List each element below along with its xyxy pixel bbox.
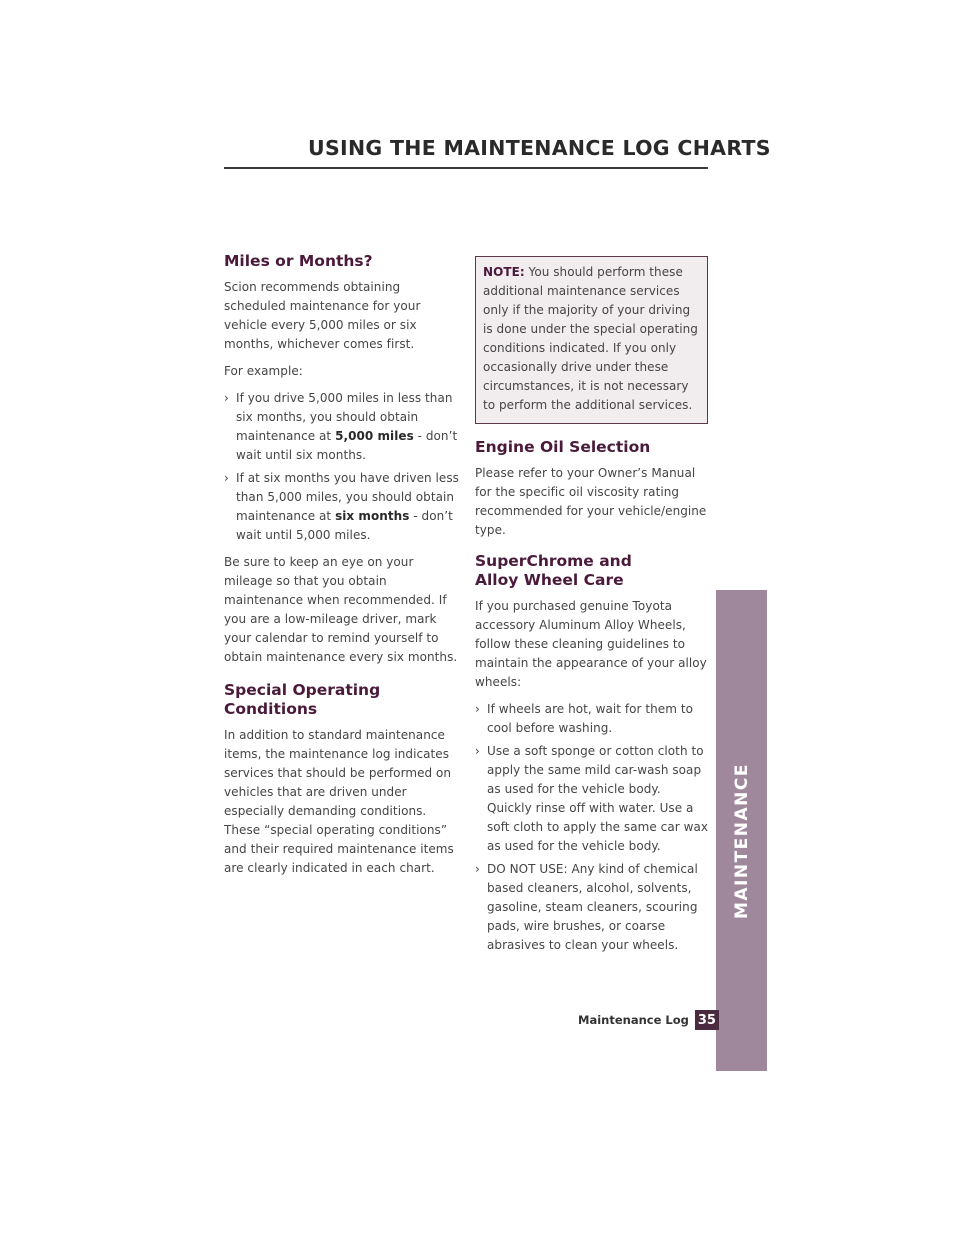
wheel-care-heading: SuperChrome and Alloy Wheel Care (475, 552, 632, 589)
page-number-badge: 35 (695, 1010, 719, 1030)
miles-closing-paragraph: Be sure to keep an eye on your mileage so that you obtain maintenance when recommended. If you are a low-mileage driver, mark your calendar to remind yourself to obtain maintenance every six months. (224, 555, 458, 664)
left-column (224, 252, 462, 886)
side-tab-label: MAINTENANCE (731, 762, 752, 919)
list-item-text: Use a soft sponge or cotton cloth to apply the same mild car-wash soap as used for the vehicle body. Quickly rinse off with water. Use a soft cloth to apply the same car wax as used for the vehicle body. (487, 744, 708, 853)
list-item-text-end: - don’t wait until 5,000 miles. (236, 509, 453, 542)
bullet-marker: › (475, 744, 480, 758)
list-item (475, 860, 708, 955)
engine-oil-heading: Engine Oil Selection (475, 438, 651, 456)
list-item-text: DO NOT USE: Any kind of chemical based cleaners, alcohol, solvents, gasoline, steam cleaners, scouring pads, wire brushes, or coarse abrasives to clean your wheels. (487, 862, 698, 952)
miles-intro-paragraph: Scion recommends obtaining scheduled maintenance for your vehicle every 5,000 miles or six months, whichever comes first. (224, 280, 421, 351)
note-text (483, 263, 699, 415)
note-body: You should perform these additional maintenance services only if the majority of your driving is done under the special operating conditions indicated. If you only occasionally drive under these circumstances, it is not necessary to perform the additional services. (483, 265, 698, 412)
note-label: NOTE: (483, 265, 525, 279)
list-item (475, 742, 708, 856)
right-column (475, 256, 708, 963)
list-item-text: If at six months you have driven less than 5,000 miles, you should obtain maintenance at (236, 471, 459, 523)
list-item (224, 469, 462, 545)
bullet-marker: › (475, 862, 480, 876)
miles-bullet-list (224, 389, 462, 545)
list-item (475, 700, 708, 738)
wheel-care-intro: If you purchased genuine Toyota accessory Aluminum Alloy Wheels, follow these cleaning guidelines to maintain the appearance of your alloy wheels: (475, 599, 707, 689)
engine-oil-paragraph: Please refer to your Owner’s Manual for the specific oil viscosity rating recommended for your vehicle/engine type. (475, 466, 707, 537)
list-item-emphasis: 5,000 miles (335, 429, 414, 443)
bullet-marker: › (224, 471, 229, 485)
list-item-emphasis: six months (335, 509, 410, 523)
footer-section-label: Maintenance Log (578, 1013, 689, 1027)
list-item-text-end: - don’t wait until six months. (236, 429, 458, 462)
wheel-care-bullet-list (475, 700, 708, 955)
bullet-marker: › (224, 391, 229, 405)
list-item-text: If you drive 5,000 miles in less than six months, you should obtain maintenance at (236, 391, 453, 443)
special-conditions-paragraph: In addition to standard maintenance items, the maintenance log indicates services that should be performed on vehicles that are driven under especially demanding conditions. These “special operating conditions” and their required maintenance items are clearly indicated in each chart. (224, 728, 454, 875)
note-box (475, 256, 708, 424)
list-item (224, 389, 462, 465)
miles-or-months-heading: Miles or Months? (224, 252, 373, 270)
example-label: For example: (224, 364, 303, 378)
bullet-marker: › (475, 702, 480, 716)
section-side-tab (716, 590, 767, 1071)
page-footer (578, 1009, 719, 1031)
list-item-text: If wheels are hot, wait for them to cool before washing. (487, 702, 693, 735)
special-conditions-heading: Special Operating Conditions (224, 681, 381, 718)
title-rule (224, 167, 708, 169)
page-title: USING THE MAINTENANCE LOG CHARTS (308, 136, 771, 160)
